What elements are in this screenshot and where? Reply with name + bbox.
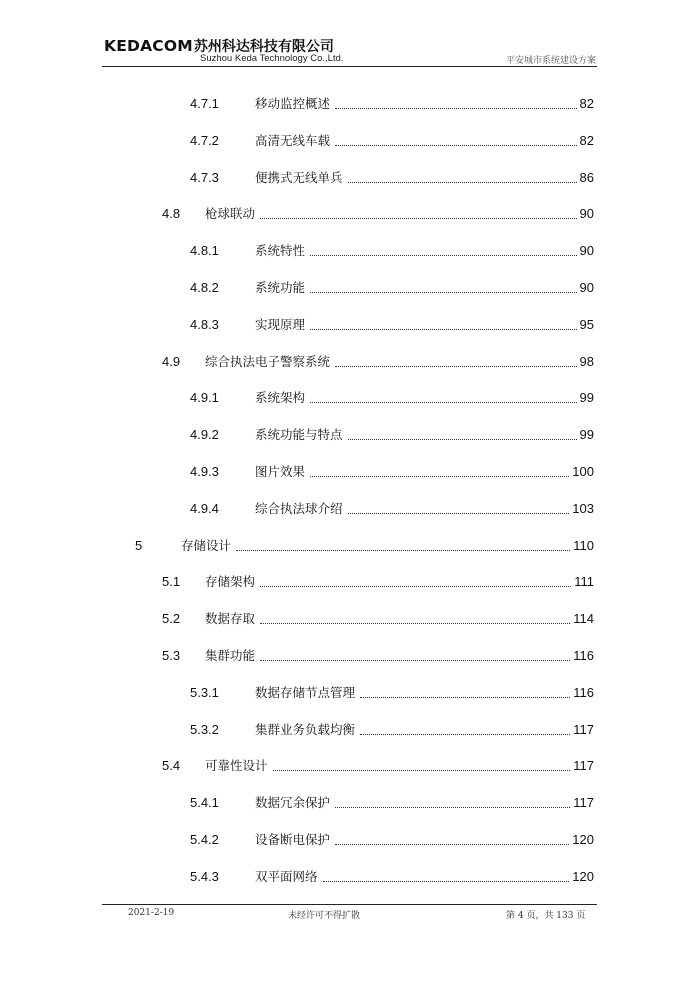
toc-entry-number: 5.1 bbox=[162, 573, 181, 589]
toc-entry-title: 系统特性 bbox=[255, 243, 306, 258]
toc-entry-page: 99 bbox=[579, 426, 594, 442]
toc-entry[interactable] bbox=[255, 867, 594, 885]
brand-name: KEDACOM bbox=[104, 37, 193, 55]
toc-entry-page: 114 bbox=[573, 610, 594, 626]
toc-entry[interactable] bbox=[255, 315, 594, 333]
toc-entry-page: 117 bbox=[573, 721, 594, 737]
toc-entry-number: 4.9 bbox=[162, 353, 181, 369]
toc-entry[interactable] bbox=[255, 241, 594, 259]
toc-entry-number: 4.7.1 bbox=[190, 95, 219, 111]
toc-entry[interactable] bbox=[255, 131, 594, 149]
toc-entry[interactable] bbox=[181, 536, 594, 554]
toc-entry-number: 5.3.2 bbox=[190, 721, 219, 737]
toc-leader-dots bbox=[323, 881, 570, 882]
toc-entry[interactable] bbox=[255, 462, 594, 480]
toc-entry-number: 4.8.1 bbox=[190, 242, 219, 258]
toc-leader-dots bbox=[335, 807, 570, 808]
toc-entry-page: 116 bbox=[573, 647, 594, 663]
toc-entry-title: 数据冗余保护 bbox=[255, 795, 331, 810]
toc-entry-page: 82 bbox=[579, 132, 594, 148]
toc-entry-page: 86 bbox=[579, 169, 594, 185]
toc-leader-dots bbox=[310, 292, 577, 293]
toc-entry-title: 可靠性设计 bbox=[205, 758, 268, 773]
company-name-cn: 苏州科达科技有限公司 bbox=[193, 39, 334, 55]
toc-entry-page: 82 bbox=[579, 95, 594, 111]
toc-entry-title: 综合执法电子警察系统 bbox=[205, 354, 331, 369]
toc-entry[interactable] bbox=[205, 352, 594, 370]
toc-leader-dots bbox=[273, 770, 571, 771]
toc-entry[interactable] bbox=[255, 425, 594, 443]
toc-entry-title: 双平面网络 bbox=[255, 869, 318, 884]
toc-entry-number: 4.9.2 bbox=[190, 426, 219, 442]
toc-entry[interactable] bbox=[205, 646, 594, 664]
toc-entry-number: 5 bbox=[135, 537, 143, 553]
toc-entry-number: 5.3.1 bbox=[190, 684, 219, 700]
toc-entry-title: 集群业务负载均衡 bbox=[255, 722, 356, 737]
toc-leader-dots bbox=[360, 734, 570, 735]
toc-entry[interactable] bbox=[255, 793, 594, 811]
toc-entry-page: 95 bbox=[579, 316, 594, 332]
toc-entry-page: 99 bbox=[579, 389, 594, 405]
toc-entry-number: 5.4.2 bbox=[190, 831, 219, 847]
toc-entry[interactable] bbox=[255, 720, 594, 738]
toc-entry-title: 系统功能 bbox=[255, 280, 306, 295]
toc-leader-dots bbox=[260, 660, 570, 661]
toc-leader-dots bbox=[360, 697, 570, 698]
toc-entry-number: 4.7.3 bbox=[190, 169, 219, 185]
toc-entry-page: 110 bbox=[573, 537, 594, 553]
toc-entry-page: 120 bbox=[572, 831, 594, 847]
toc-leader-dots bbox=[310, 255, 577, 256]
toc-entry-title: 集群功能 bbox=[205, 648, 256, 663]
toc-entry-page: 100 bbox=[572, 463, 594, 479]
toc-leader-dots bbox=[260, 586, 571, 587]
toc-entry[interactable] bbox=[255, 683, 594, 701]
toc-entry[interactable] bbox=[205, 204, 594, 222]
toc-entry-title: 图片效果 bbox=[255, 464, 306, 479]
footer-date: 2021-2-19 bbox=[128, 908, 175, 918]
toc-entry-page: 90 bbox=[579, 205, 594, 221]
toc-entry-page: 90 bbox=[579, 279, 594, 295]
toc-entry-number: 4.9.1 bbox=[190, 389, 219, 405]
toc-leader-dots bbox=[335, 145, 577, 146]
company-name-en: Suzhou Keda Technology Co.,Ltd. bbox=[200, 53, 344, 64]
toc-entry-title: 存储设计 bbox=[181, 538, 232, 553]
toc-leader-dots bbox=[310, 329, 577, 330]
toc-entry-number: 4.8.3 bbox=[190, 316, 219, 332]
toc-leader-dots bbox=[335, 366, 577, 367]
footer-divider bbox=[102, 904, 597, 905]
toc-entry-number: 4.7.2 bbox=[190, 132, 219, 148]
toc-leader-dots bbox=[335, 844, 569, 845]
toc-entry-number: 5.3 bbox=[162, 647, 181, 663]
toc-entry-page: 120 bbox=[572, 868, 594, 884]
footer-page-info: 第 4 页，共 133 页 bbox=[506, 911, 586, 921]
toc-leader-dots bbox=[260, 623, 570, 624]
toc-entry-page: 103 bbox=[572, 500, 594, 516]
toc-entry-page: 98 bbox=[579, 353, 594, 369]
toc-entry[interactable] bbox=[205, 756, 594, 774]
toc-entry[interactable] bbox=[255, 94, 594, 112]
toc-entry-title: 数据存取 bbox=[205, 611, 256, 626]
document-title: 平安城市系统建设方案 bbox=[505, 56, 596, 66]
toc-entry-title: 便携式无线单兵 bbox=[255, 170, 343, 185]
toc-entry[interactable] bbox=[255, 278, 594, 296]
toc-entry-number: 4.9.3 bbox=[190, 463, 219, 479]
toc-leader-dots bbox=[348, 439, 577, 440]
toc-entry-number: 4.9.4 bbox=[190, 500, 219, 516]
toc-entry-page: 111 bbox=[574, 573, 594, 589]
toc-entry-title: 实现原理 bbox=[255, 317, 306, 332]
toc-leader-dots bbox=[310, 476, 569, 477]
toc-entry[interactable] bbox=[255, 499, 594, 517]
page-header bbox=[104, 36, 596, 68]
toc-entry-number: 5.4.3 bbox=[190, 868, 219, 884]
toc-entry-page: 90 bbox=[579, 242, 594, 258]
toc-entry-page: 117 bbox=[573, 794, 594, 810]
toc-entry-number: 5.4.1 bbox=[190, 794, 219, 810]
toc-entry-title: 枪球联动 bbox=[205, 206, 256, 221]
toc-entry-page: 116 bbox=[573, 684, 594, 700]
toc-entry-title: 存储架构 bbox=[205, 574, 256, 589]
toc-entry[interactable] bbox=[255, 830, 594, 848]
toc-leader-dots bbox=[236, 550, 570, 551]
toc-entry-title: 移动监控概述 bbox=[255, 96, 331, 111]
toc-leader-dots bbox=[348, 513, 570, 514]
footer-notice: 未经许可不得扩散 bbox=[288, 911, 361, 921]
toc-entry-title: 高清无线车载 bbox=[255, 133, 331, 148]
toc-entry-number: 5.2 bbox=[162, 610, 181, 626]
header-divider bbox=[102, 66, 597, 67]
toc-entry[interactable] bbox=[205, 572, 594, 590]
toc-entry[interactable] bbox=[205, 609, 594, 627]
toc-leader-dots bbox=[310, 402, 577, 403]
toc-entry-number: 4.8.2 bbox=[190, 279, 219, 295]
toc-entry[interactable] bbox=[255, 388, 594, 406]
toc-entry-number: 5.4 bbox=[162, 757, 181, 773]
toc-entry-title: 设备断电保护 bbox=[255, 832, 331, 847]
toc-leader-dots bbox=[335, 108, 577, 109]
toc-leader-dots bbox=[260, 218, 577, 219]
toc-entry-title: 系统架构 bbox=[255, 390, 306, 405]
toc-leader-dots bbox=[348, 182, 577, 183]
toc-entry-number: 4.8 bbox=[162, 205, 181, 221]
toc-entry-title: 综合执法球介绍 bbox=[255, 501, 343, 516]
toc-entry-page: 117 bbox=[573, 757, 594, 773]
toc-entry[interactable] bbox=[255, 168, 594, 186]
toc-entry-title: 数据存储节点管理 bbox=[255, 685, 356, 700]
toc-entry-title: 系统功能与特点 bbox=[255, 427, 343, 442]
